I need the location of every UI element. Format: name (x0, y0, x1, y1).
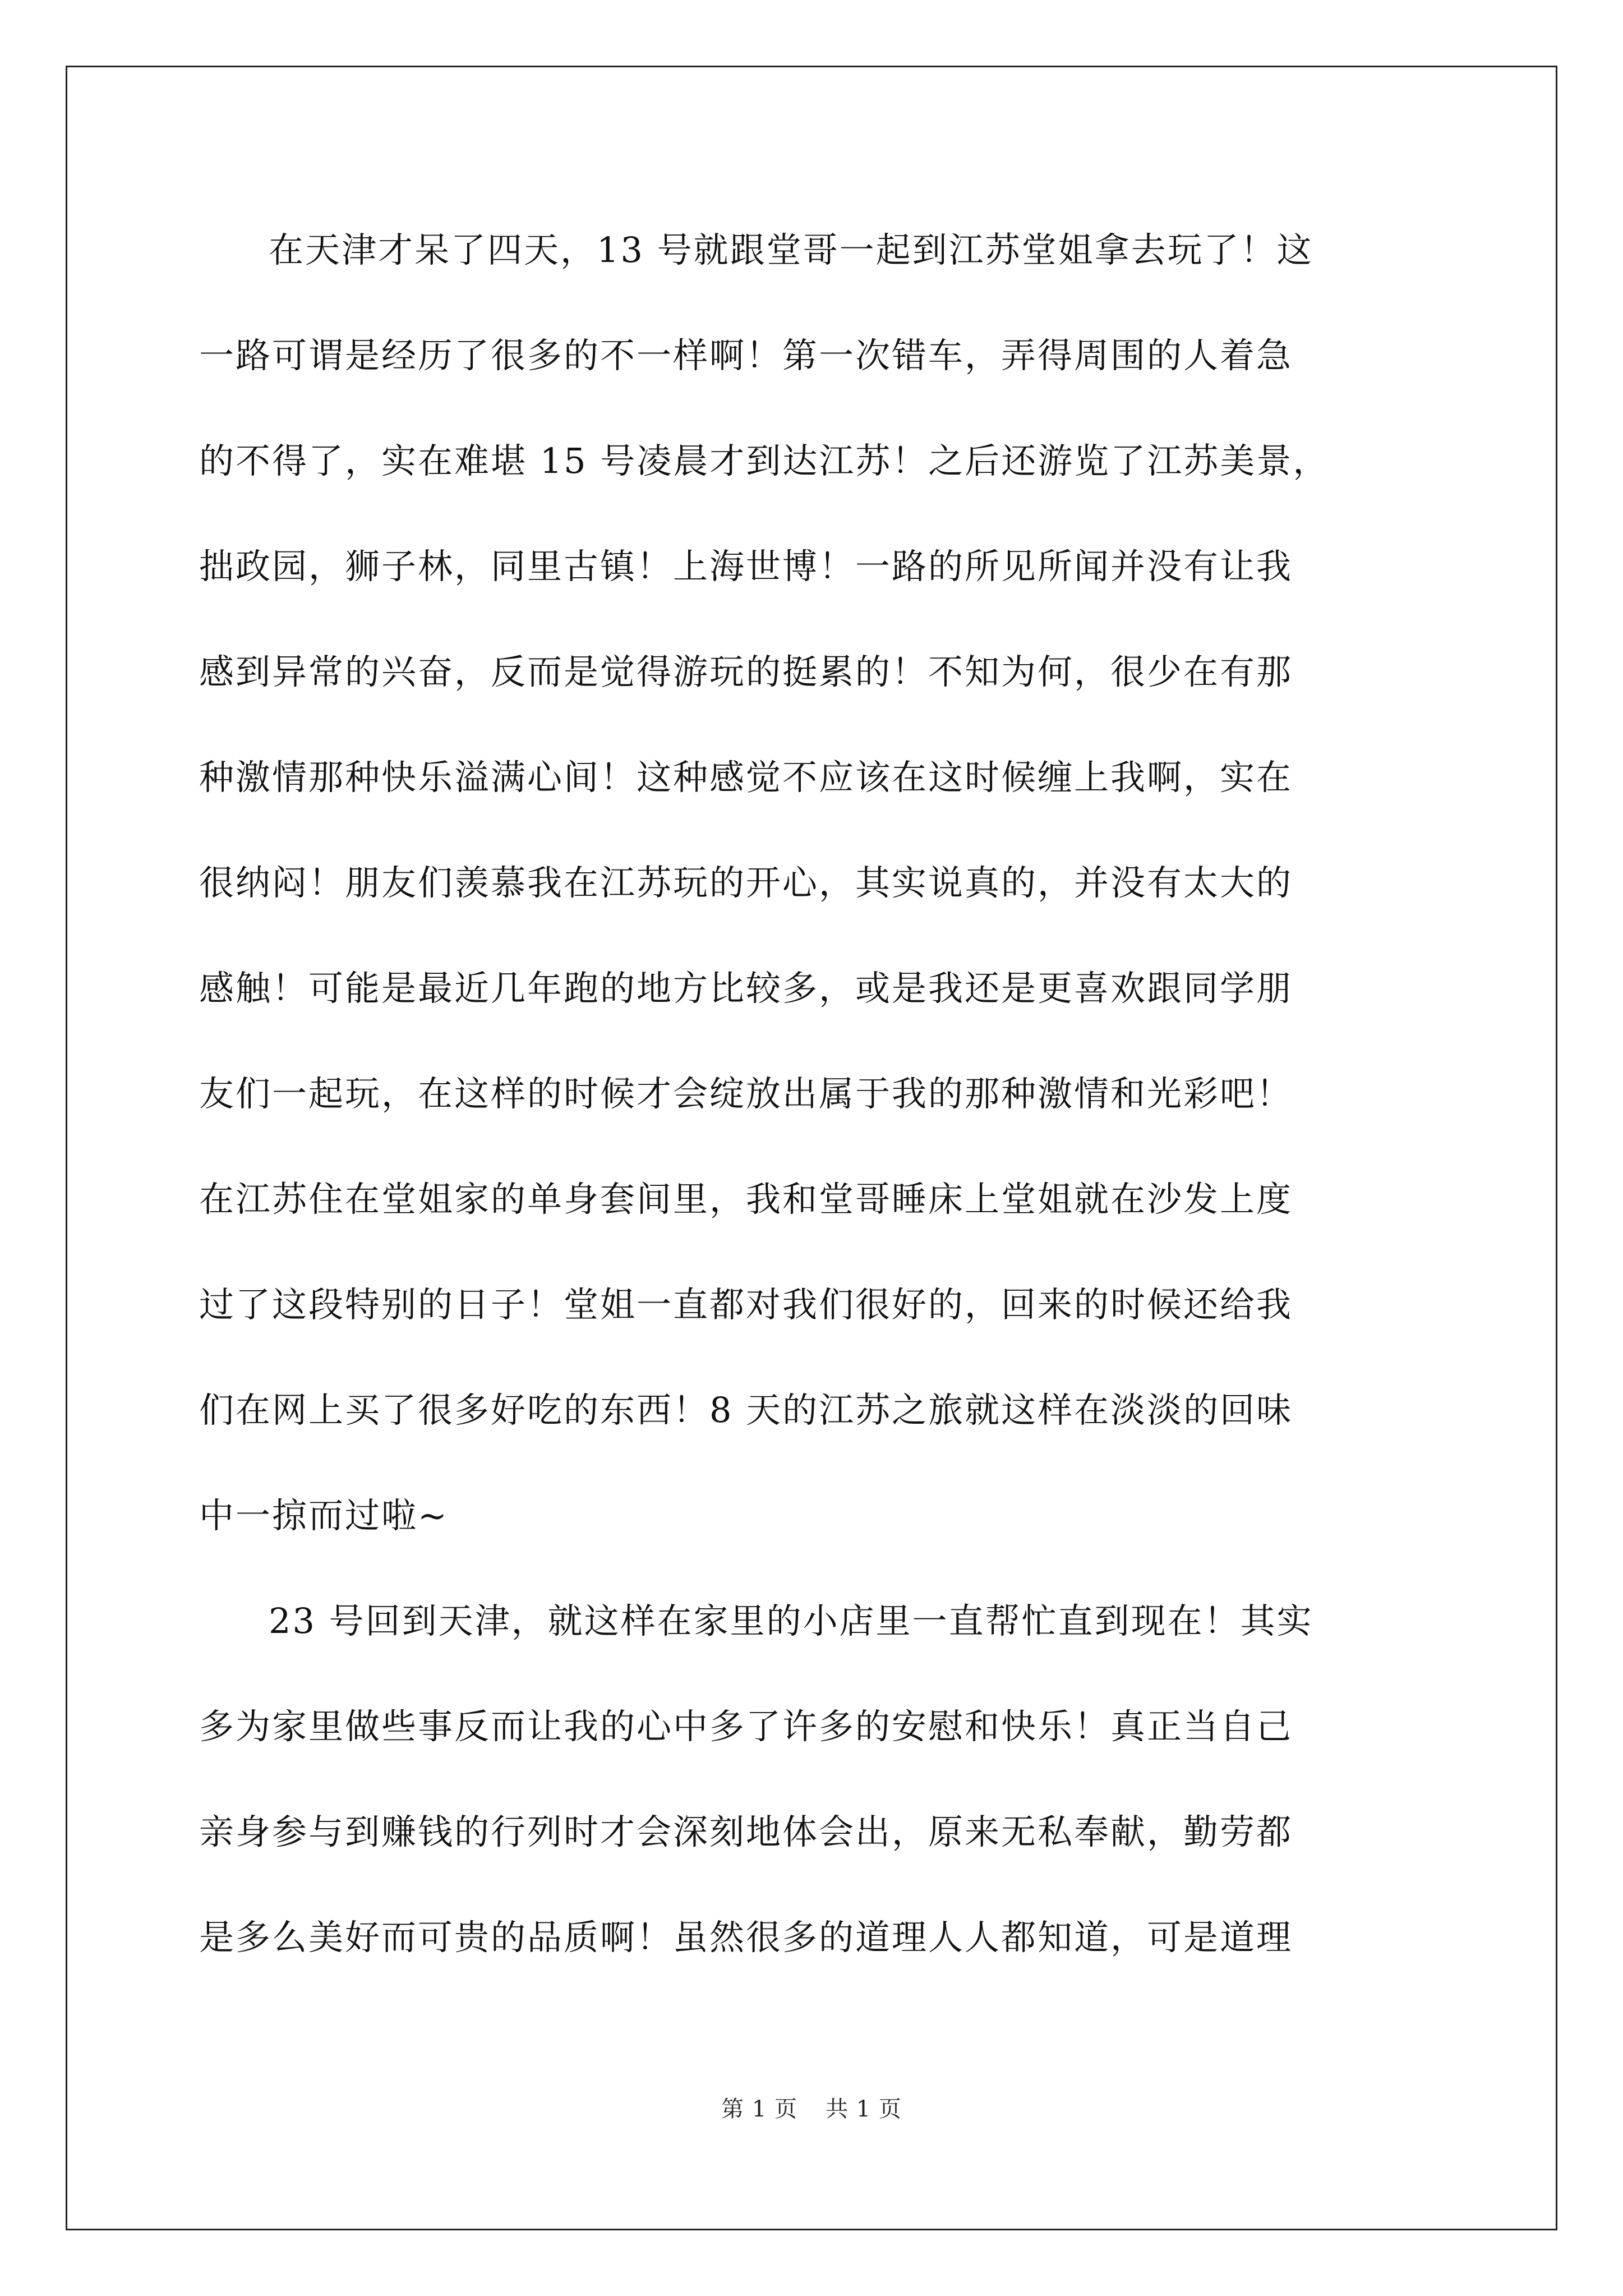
page-total: 共 1 页 (826, 2096, 902, 2122)
text-line: 在天津才呆了四天，13 号就跟堂哥一起到江苏堂姐拿去玩了！这 (269, 229, 1313, 270)
text-line: 感触！可能是最近几年跑的地方比较多，或是我还是更喜欢跟同学朋 (199, 968, 1293, 1009)
page-footer (0, 2091, 1623, 2123)
text-line: 过了这段特别的日子！堂姐一直都对我们很好的，回来的时候还给我 (199, 1284, 1293, 1325)
text-line: 友们一起玩，在这样的时候才会绽放出属于我的那种激情和光彩吧！ (199, 1073, 1293, 1114)
text-line: 亲身参与到赚钱的行列时才会深刻地体会出，原来无私奉献，勤劳都 (199, 1811, 1293, 1852)
text-line: 23 号回到天津，就这样在家里的小店里一直帮忙直到现在！其实 (269, 1600, 1313, 1641)
text-line: 在江苏住在堂姐家的单身套间里，我和堂哥睡床上堂姐就在沙发上度 (199, 1179, 1293, 1220)
text-line: 是多么美好而可贵的品质啊！虽然很多的道理人人都知道，可是道理 (199, 1917, 1293, 1958)
document-body (199, 210, 1433, 2003)
text-line: 多为家里做些事反而让我的心中多了许多的安慰和快乐！真正当自己 (199, 1706, 1293, 1747)
text-line: 拙政园，狮子林，同里古镇！上海世博！一路的所见所闻并没有让我 (199, 546, 1293, 587)
page-number: 第 1 页 (721, 2096, 797, 2122)
text-line: 种激情那种快乐溢满心间！这种感觉不应该在这时候缠上我啊，实在 (199, 757, 1293, 798)
text-line: 们在网上买了很多好吃的东西！8 天的江苏之旅就这样在淡淡的回味 (199, 1389, 1293, 1430)
text-line: 一路可谓是经历了很多的不一样啊！第一次错车，弄得周围的人着急 (199, 335, 1293, 376)
text-line: 的不得了，实在难堪 15 号凌晨才到达江苏！之后还游览了江苏美景， (199, 440, 1330, 481)
text-line: 中一掠而过啦~ (199, 1495, 449, 1536)
text-line: 很纳闷！朋友们羡慕我在江苏玩的开心，其实说真的，并没有太大的 (199, 862, 1293, 903)
text-line: 感到异常的兴奋，反而是觉得游玩的挺累的！不知为何，很少在有那 (199, 651, 1293, 692)
